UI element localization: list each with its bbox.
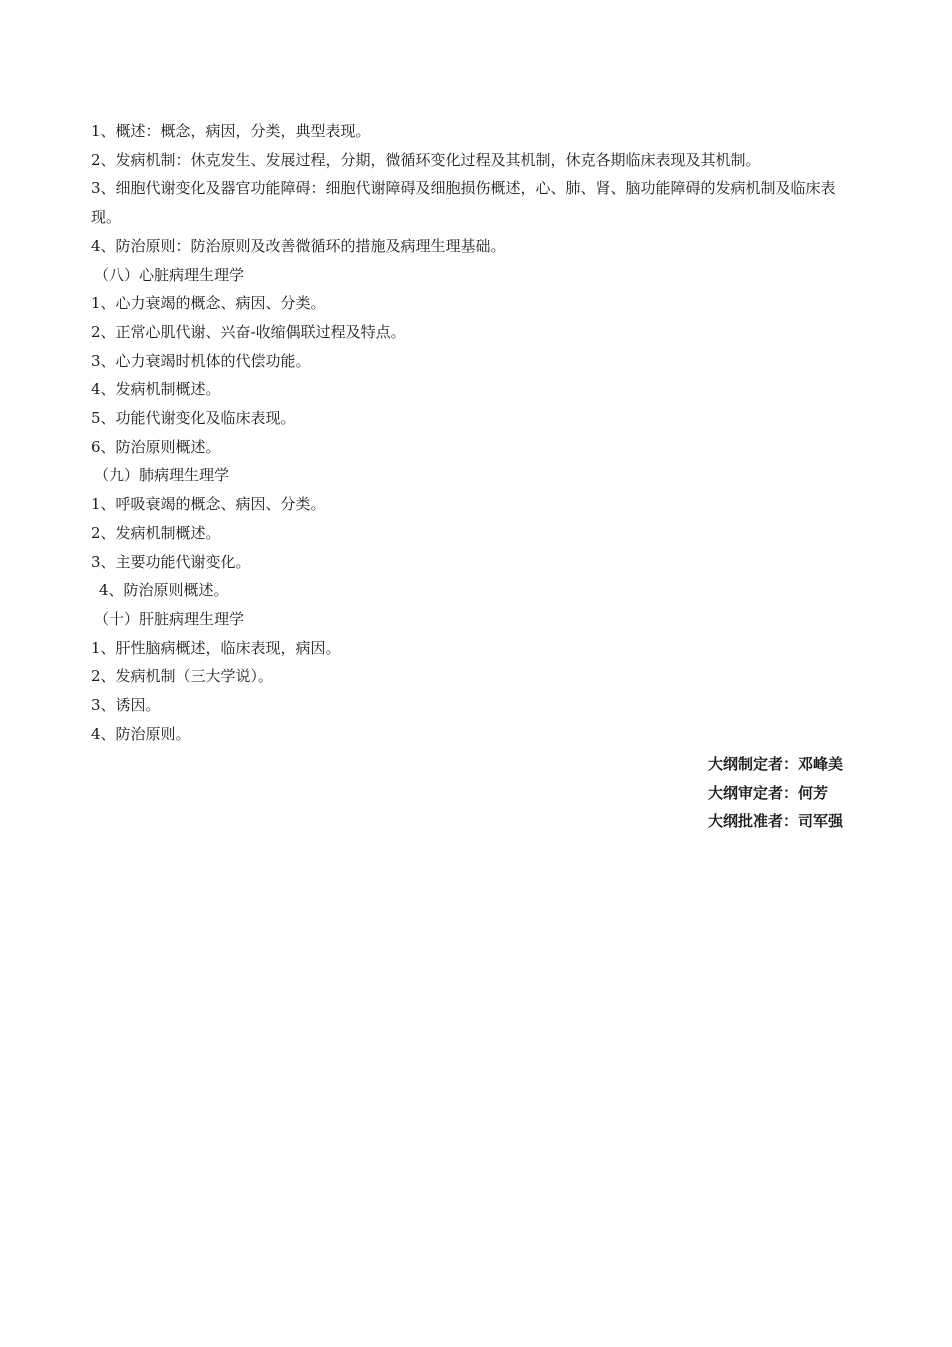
signature-block	[708, 750, 908, 836]
section9-item-1: 1、呼吸衰竭的概念、病因、分类。	[91, 495, 326, 514]
section8-item-1: 1、心力衰竭的概念、病因、分类。	[91, 294, 326, 313]
drafter-signature: 大纲制定者：邓峰美	[708, 755, 844, 773]
section7-item-4: 4、防治原则：防治原则及改善微循环的措施及病理生理基础。	[91, 236, 506, 255]
reviewer-signature: 大纲审定者：何芳	[708, 783, 829, 802]
section10-item-2: 2、发病机制（三大学说）。	[91, 667, 274, 686]
section8-item-6: 6、防治原则概述。	[91, 437, 221, 456]
section8-item-2: 2、正常心肌代谢、兴奋-收缩偶联过程及特点。	[91, 322, 406, 341]
section8-item-5: 5、功能代谢变化及临床表现。	[91, 409, 296, 428]
approver-signature: 大纲批准者：司军强	[708, 812, 844, 831]
syllabus-content	[91, 117, 865, 748]
section10-item-4: 4、防治原则。	[91, 724, 191, 743]
section9-item-2: 2、发病机制概述。	[91, 523, 221, 542]
section9-item-4: 4、防治原则概述。	[99, 581, 229, 600]
section10-item-1: 1、肝性脑病概述，临床表现，病因。	[91, 638, 341, 657]
section10-item-3: 3、诱因。	[91, 696, 161, 715]
section8-item-4: 4、发病机制概述。	[91, 380, 221, 399]
section9-heading: （九）肺病理生理学	[94, 466, 230, 485]
section10-heading: （十）肝脏病理生理学	[94, 609, 245, 628]
section8-item-3: 3、心力衰竭时机体的代偿功能。	[91, 351, 311, 370]
section7-item-2: 2、发病机制：休克发生、发展过程，分期，微循环变化过程及其机制，休克各期临床表现及其机制。	[91, 150, 761, 169]
section9-item-3: 3、主要功能代谢变化。	[91, 552, 251, 571]
section7-item-1: 1、概述：概念，病因，分类，典型表现。	[91, 122, 371, 140]
section8-heading: （八）心脏病理生理学	[94, 265, 245, 284]
section7-item-3: 3、细胞代谢变化及器官功能障碍：细胞代谢障碍及细胞损伤概述，心、肺、肾、脑功能障碍的发病机制及临床表现。	[91, 179, 836, 227]
